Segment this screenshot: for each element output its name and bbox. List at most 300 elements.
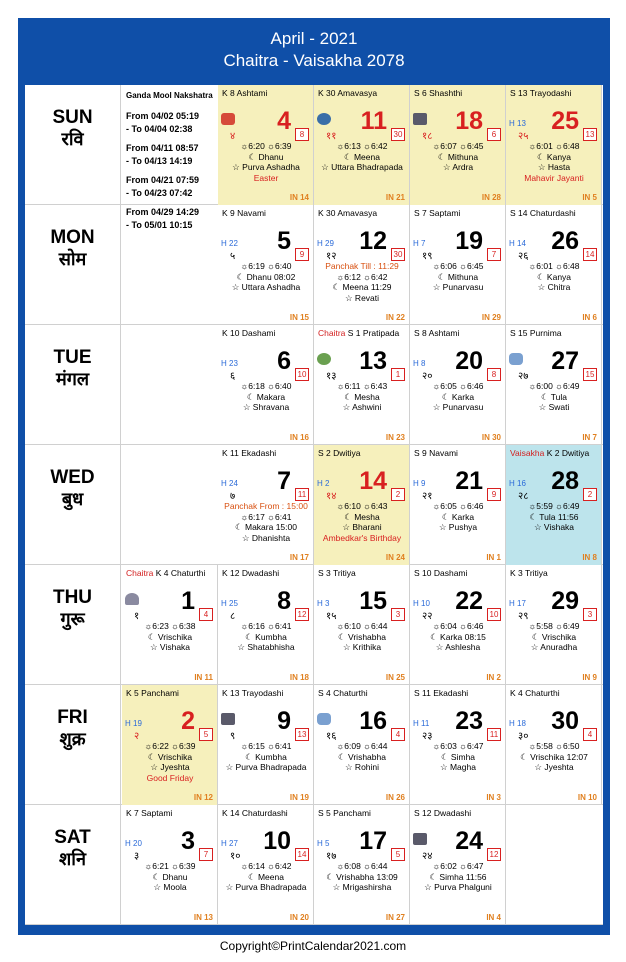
tithi-number-badge: 14 — [583, 248, 597, 261]
ganda-mool-title: Ganda Mool Nakshatra — [126, 91, 213, 100]
panchang-line: ☾ Dhanu — [152, 871, 188, 882]
date-cell-10[interactable] — [218, 805, 314, 925]
h-number: H 24 — [221, 479, 238, 488]
panchang-line: ☾ Mithuna — [437, 151, 479, 162]
indian-national-date: IN 11 — [194, 673, 213, 682]
hindi-date-number: १३ — [326, 371, 337, 382]
hindi-date-number: ११ — [326, 131, 337, 142]
day-name-fri — [25, 685, 121, 805]
date-cell-6[interactable] — [218, 325, 314, 445]
panchang-line: ☾ Vrischika — [531, 631, 577, 642]
tithi-label — [318, 688, 368, 698]
indian-national-date: IN 26 — [385, 793, 405, 802]
day-name-hi: गुरू — [60, 609, 85, 630]
indian-national-date: IN 29 — [481, 313, 501, 322]
hindi-date-number: ३ — [134, 851, 140, 862]
date-number: 5 — [277, 227, 291, 255]
panchang-line: ☾ Kanya — [536, 151, 572, 162]
tithi-text: S 4 Chaturthi — [318, 688, 368, 698]
moon-phase-icon — [317, 713, 331, 725]
panchang-line: ☆ Dhanishta — [241, 532, 291, 543]
month-title: April - 2021 — [270, 29, 358, 48]
panchang-line: ☼5:59 ☼6:49 — [528, 501, 580, 511]
h-number: H 25 — [221, 599, 238, 608]
date-number: 21 — [455, 467, 483, 495]
date-cell-3[interactable] — [122, 805, 218, 925]
ganda-mool-panel — [122, 85, 218, 325]
panchang-line: ☼6:23 ☼6:38 — [144, 621, 196, 631]
date-number: 6 — [277, 347, 291, 375]
hindi-date-number: १५ — [326, 611, 337, 622]
date-number: 16 — [359, 707, 387, 735]
indian-national-date: IN 19 — [289, 793, 309, 802]
indian-national-date: IN 16 — [289, 433, 309, 442]
panchang-info — [218, 261, 314, 293]
tithi-label — [222, 688, 283, 698]
panchang-line: ☆ Pushya — [438, 522, 478, 532]
panchang-line: ☾ Mithuna — [437, 271, 479, 282]
date-cell-13[interactable] — [314, 325, 410, 445]
panchang-line: Panchak From : 15:00 — [224, 501, 308, 511]
panchang-line: ☆ Ashwini — [342, 402, 382, 412]
date-cell-12[interactable] — [314, 205, 410, 325]
week-row-tue — [25, 325, 603, 445]
panchang-line: ☆ Chitra — [537, 282, 571, 292]
h-number: H 14 — [509, 239, 526, 248]
festival-label: Mahavir Jayanti — [524, 172, 584, 183]
date-number: 26 — [551, 227, 579, 255]
hindi-date-number: २८ — [518, 491, 529, 502]
panchang-line: ☆ Anuradha — [530, 642, 578, 652]
date-cell-14[interactable] — [314, 445, 410, 565]
hindi-date-number: १ — [134, 611, 140, 622]
date-number: 14 — [359, 467, 387, 495]
indian-national-date: IN 1 — [486, 553, 501, 562]
date-cell-2[interactable] — [122, 685, 218, 805]
tithi-number-badge: 8 — [487, 368, 501, 381]
tithi-number-badge: 10 — [487, 608, 501, 621]
tithi-number-badge: 4 — [391, 728, 405, 741]
date-cell-8[interactable] — [218, 565, 314, 685]
date-number: 15 — [359, 587, 387, 615]
tithi-label — [318, 808, 371, 818]
tithi-label — [414, 328, 459, 338]
indian-national-date: IN 25 — [385, 673, 405, 682]
panchang-line: ☼6:19 ☼6:40 — [240, 261, 292, 271]
moon-phase-icon — [509, 353, 523, 365]
tithi-label — [414, 88, 462, 98]
indian-national-date: IN 6 — [582, 313, 597, 322]
panchang-line: ☼6:01 ☼6:48 — [528, 141, 580, 151]
date-number: 7 — [277, 467, 291, 495]
hindi-date-number: १९ — [422, 251, 433, 262]
tithi-text: S 11 Ekadashi — [414, 688, 469, 698]
date-cell-7[interactable] — [218, 445, 314, 565]
tithi-label — [126, 568, 205, 578]
panchang-info — [314, 861, 410, 893]
day-name-en: WED — [50, 467, 95, 488]
panchang-line: ☼6:20 ☼6:39 — [240, 141, 292, 151]
tithi-label — [318, 208, 377, 218]
date-cell-20[interactable] — [410, 325, 506, 445]
tithi-number-badge: 5 — [391, 848, 405, 861]
tithi-number-badge: 10 — [295, 368, 309, 381]
date-number: 25 — [551, 107, 579, 135]
panchang-line: Panchak Till : 11:29 — [325, 261, 399, 271]
tithi-text: S 9 Navami — [414, 448, 458, 458]
tithi-text: K 12 Dwadashi — [222, 568, 280, 578]
panchang-info — [410, 141, 506, 173]
panchang-line: ☼6:03 ☼6:47 — [432, 741, 484, 751]
tithi-label — [318, 448, 361, 458]
date-number: 1 — [181, 587, 195, 615]
indian-national-date: IN 28 — [481, 193, 501, 202]
day-name-hi: शुक्र — [59, 729, 86, 750]
date-number: 9 — [277, 707, 291, 735]
week-row-mon — [25, 205, 603, 325]
tithi-text: K 8 Ashtami — [222, 88, 268, 98]
tithi-number-badge: 12 — [295, 608, 309, 621]
hindi-date-number: २२ — [422, 611, 433, 622]
tithi-label — [414, 688, 468, 698]
tithi-text: K 11 Ekadashi — [222, 448, 277, 458]
date-number: 11 — [360, 107, 387, 135]
moon-phase-icon — [317, 353, 331, 365]
panchang-line: ☆ Purva Bhadrapada — [225, 762, 307, 772]
panchang-line: ☼6:05 ☼6:46 — [432, 381, 484, 391]
panchang-line: ☾ Karka 08:15 — [430, 631, 486, 642]
hindi-date-number: २७ — [518, 371, 529, 382]
hindi-date-number: १६ — [326, 731, 337, 742]
panchang-info — [122, 621, 218, 653]
panchang-line: ☆ Uttara Bhadrapada — [321, 162, 403, 172]
day-name-thu — [25, 565, 121, 685]
ganda-mool-lines — [126, 110, 218, 232]
indian-national-date: IN 22 — [385, 313, 405, 322]
h-number: H 10 — [413, 599, 430, 608]
h-number: H 19 — [125, 719, 142, 728]
panchang-info — [218, 741, 314, 773]
day-name-hi: मंगल — [55, 369, 90, 390]
panchang-info — [218, 141, 314, 183]
panchang-line: ☼6:01 ☼6:48 — [528, 261, 580, 271]
indian-national-date: IN 15 — [289, 313, 309, 322]
week-row-sun — [25, 85, 603, 205]
panchang-info — [314, 261, 410, 303]
tithi-text: S 10 Dashami — [414, 568, 468, 578]
panchang-line: ☾ Mesha — [344, 511, 380, 522]
date-cell-18[interactable] — [410, 85, 506, 205]
indian-national-date: IN 5 — [582, 193, 597, 202]
panchang-info — [506, 381, 602, 413]
h-number: H 16 — [509, 479, 526, 488]
tithi-text: K 7 Saptami — [126, 808, 173, 818]
date-cell-4[interactable] — [218, 85, 314, 205]
panchang-line: ☾ Kanya — [536, 271, 572, 282]
date-cell-25[interactable] — [506, 85, 602, 205]
panchang-info — [410, 861, 506, 893]
panchang-line: ☆ Hasta — [537, 162, 571, 172]
hindi-date-number: २५ — [518, 131, 529, 142]
panchang-line: ☆ Vishaka — [533, 522, 575, 532]
panchang-info — [122, 861, 218, 893]
panchang-line: ☼5:58 ☼6:49 — [528, 621, 580, 631]
tithi-label — [222, 448, 276, 458]
panchang-line: ☼6:02 ☼6:47 — [432, 861, 484, 871]
tithi-label — [222, 808, 288, 818]
date-number: 18 — [455, 107, 483, 135]
tithi-number-badge: 30 — [391, 128, 405, 141]
panchang-line: ☾ Meena 11:29 — [332, 282, 392, 292]
panchang-line: ☆ Jyeshta — [534, 762, 574, 772]
panchang-line: ☆ Purva Ashadha — [232, 162, 300, 172]
panchang-line: ☆ Shravana — [242, 402, 290, 412]
date-number: 28 — [551, 467, 579, 495]
indian-national-date: IN 24 — [385, 553, 405, 562]
panchang-line: ☾ Vrishabha — [338, 631, 386, 642]
day-name-sat — [25, 805, 121, 925]
date-cell-15[interactable] — [314, 565, 410, 685]
day-name-wed — [25, 445, 121, 565]
panchang-info — [218, 381, 314, 413]
tithi-label — [510, 208, 576, 218]
date-cell-17[interactable] — [314, 805, 410, 925]
panchang-line: ☼6:05 ☼6:46 — [432, 501, 484, 511]
moon-phase-icon — [221, 113, 235, 125]
date-number: 17 — [359, 827, 387, 855]
h-number: H 22 — [221, 239, 238, 248]
panchang-info — [410, 381, 506, 413]
copyright-text: Copyright©PrintCalendar2021.com — [219, 939, 407, 953]
moon-phase-icon — [317, 113, 331, 125]
panchang-line: ☾ Simha — [440, 751, 476, 762]
panchang-line: ☆ Mrigashirsha — [332, 882, 392, 892]
h-number: H 20 — [125, 839, 142, 848]
h-number: H 27 — [221, 839, 238, 848]
tithi-number-badge: 12 — [487, 848, 501, 861]
tithi-number-badge: 5 — [199, 728, 213, 741]
tithi-number-badge: 4 — [583, 728, 597, 741]
panchang-line: ☆ Purva Phalguni — [424, 882, 492, 892]
indian-national-date: IN 4 — [486, 913, 501, 922]
hindi-date-number: २३ — [422, 731, 433, 742]
calendar-header — [18, 18, 610, 82]
panchang-line: ☾ Vrishabha 13:09 — [326, 871, 398, 882]
panchang-line: ☆ Purva Bhadrapada — [225, 882, 307, 892]
date-cell-28[interactable] — [506, 445, 602, 565]
tithi-text: K 14 Chaturdashi — [222, 808, 288, 818]
tithi-text: S 13 Trayodashi — [510, 88, 572, 98]
panchang-line: ☼5:58 ☼6:50 — [528, 741, 580, 751]
panchang-line: ☆ Punarvasu — [432, 282, 484, 292]
tithi-number-badge: 11 — [295, 488, 309, 501]
date-cell-16[interactable] — [314, 685, 410, 805]
tithi-label — [510, 448, 589, 458]
tithi-label — [414, 808, 471, 818]
tithi-text: S 8 Ashtami — [414, 328, 460, 338]
date-cell-1[interactable] — [122, 565, 218, 685]
h-number: H 3 — [317, 599, 330, 608]
tithi-number-badge: 8 — [295, 128, 309, 141]
date-number: 20 — [455, 347, 483, 375]
hindi-date-number: ८ — [230, 611, 236, 622]
tithi-number-badge: 14 — [295, 848, 309, 861]
tithi-number-badge: 3 — [391, 608, 405, 621]
panchang-line: ☼6:12 ☼6:42 — [336, 271, 388, 282]
hindu-month-label: Chaitra — [126, 568, 154, 578]
panchang-line: ☾ Karka — [441, 511, 475, 522]
hindi-date-number: १२ — [326, 251, 337, 262]
date-cell-30[interactable] — [506, 685, 602, 805]
tithi-number-badge: 30 — [391, 248, 405, 261]
tithi-number-badge: 13 — [583, 128, 597, 141]
panchang-line: ☆ Moola — [153, 882, 187, 892]
date-number: 23 — [455, 707, 483, 735]
panchang-line: ☆ Revati — [344, 292, 380, 303]
date-cell-24[interactable] — [410, 805, 506, 925]
panchang-info — [314, 141, 410, 173]
moon-phase-icon — [413, 113, 427, 125]
tithi-label — [222, 568, 279, 578]
tithi-text: S 1 Pratipada — [347, 328, 400, 338]
panchang-line: ☆ Uttara Ashadha — [231, 282, 301, 292]
hindi-date-number: १० — [230, 851, 241, 862]
panchang-line: ☾ Meena — [344, 151, 380, 162]
hindu-month-label: Vaisakha — [510, 448, 545, 458]
tithi-number-badge: 7 — [487, 248, 501, 261]
date-cell-9[interactable] — [218, 685, 314, 805]
indian-national-date: IN 17 — [289, 553, 309, 562]
panchang-line: ☾ Dhanu — [248, 151, 284, 162]
indian-national-date: IN 3 — [486, 793, 501, 802]
tithi-label — [510, 568, 548, 578]
tithi-text: S 5 Panchami — [318, 808, 371, 818]
panchang-info — [506, 741, 602, 773]
week-row-sat — [25, 805, 603, 925]
indian-national-date: IN 2 — [486, 673, 501, 682]
date-number: 2 — [181, 707, 195, 735]
panchang-line: ☼6:11 ☼6:43 — [336, 381, 388, 391]
tithi-text: K 9 Navami — [222, 208, 266, 218]
indian-national-date: IN 9 — [582, 673, 597, 682]
day-name-hi: सोम — [58, 249, 87, 270]
indian-national-date: IN 30 — [481, 433, 501, 442]
tithi-text: S 12 Dwadashi — [414, 808, 472, 818]
date-cell-29[interactable] — [506, 565, 602, 685]
date-cell-27[interactable] — [506, 325, 602, 445]
date-number: 4 — [277, 107, 291, 135]
hindi-date-number: १४ — [326, 491, 337, 502]
hindi-date-number: २६ — [518, 251, 529, 262]
tithi-label — [222, 208, 266, 218]
tithi-number-badge: 2 — [583, 488, 597, 501]
date-number: 30 — [551, 707, 579, 735]
panchang-line: ☾ Kumbha — [245, 751, 287, 762]
date-cell-22[interactable] — [410, 565, 506, 685]
tithi-number-badge: 4 — [199, 608, 213, 621]
ganda-mool-line: - To 04/23 07:42 — [126, 188, 193, 198]
date-number: 3 — [181, 827, 195, 855]
panchang-info — [506, 501, 602, 533]
tithi-text: K 30 Amavasya — [318, 88, 378, 98]
moon-phase-icon — [125, 593, 139, 605]
panchang-line: ☾ Vrishabha — [338, 751, 386, 762]
tithi-label — [126, 688, 179, 698]
date-cell-5[interactable] — [218, 205, 314, 325]
tithi-text: K 30 Amavasya — [318, 208, 378, 218]
ganda-mool-line: From 04/29 14:29 — [126, 207, 200, 217]
panchang-line: ☼6:09 ☼6:44 — [336, 741, 388, 751]
panchang-line: ☆ Swati — [538, 402, 570, 412]
panchang-line: ☾ Simha 11:56 — [429, 871, 487, 882]
panchang-line: ☼6:17 ☼6:41 — [240, 511, 292, 522]
tithi-label — [222, 88, 267, 98]
panchang-line: ☾ Makara — [246, 391, 286, 402]
hindi-date-number: ३० — [518, 731, 529, 742]
week-row-thu — [25, 565, 603, 685]
tithi-text: K 5 Panchami — [126, 688, 179, 698]
tithi-text: S 2 Dwitiya — [318, 448, 361, 458]
panchang-line: ☼6:15 ☼6:41 — [240, 741, 292, 751]
indian-national-date: IN 8 — [582, 553, 597, 562]
day-name-sun — [25, 85, 121, 205]
ganda-mool-line: - To 05/01 10:15 — [126, 220, 193, 230]
day-name-hi: बुध — [61, 489, 84, 510]
panchang-line: ☾ Tula 11:56 — [529, 511, 579, 522]
tithi-text: K 4 Chaturthi — [155, 568, 206, 578]
tithi-text: K 4 Chaturthi — [510, 688, 560, 698]
h-number: H 2 — [317, 479, 330, 488]
tithi-label — [414, 208, 460, 218]
tithi-number-badge: 2 — [391, 488, 405, 501]
panchang-info — [314, 381, 410, 413]
tithi-number-badge: 9 — [487, 488, 501, 501]
day-name-en: MON — [50, 227, 95, 248]
hindi-date-number: ५ — [230, 251, 236, 262]
panchang-line: ☆ Ashlesha — [435, 642, 481, 652]
date-cell-19[interactable] — [410, 205, 506, 325]
ganda-mool-line: From 04/21 07:59 — [126, 175, 200, 185]
panchang-line: ☼6:07 ☼6:45 — [432, 141, 484, 151]
date-cell-11[interactable] — [314, 85, 410, 205]
date-cell-26[interactable] — [506, 205, 602, 325]
hindi-date-number: १८ — [422, 131, 433, 142]
tithi-text: S 14 Chaturdashi — [510, 208, 576, 218]
date-cell-21[interactable] — [410, 445, 506, 565]
panchang-info — [122, 741, 218, 783]
panchang-line: ☆ Krithika — [342, 642, 382, 652]
panchang-line: ☼6:06 ☼6:45 — [432, 261, 484, 271]
hindi-date-number: ४ — [230, 131, 236, 142]
ganda-mool-line: From 04/02 05:19 — [126, 111, 200, 121]
panchang-line: ☼6:10 ☼6:44 — [336, 621, 388, 631]
h-number: H 18 — [509, 719, 526, 728]
date-cell-23[interactable] — [410, 685, 506, 805]
hindi-date-number: ६ — [230, 371, 236, 382]
festival-label: Easter — [253, 172, 279, 183]
tithi-label — [414, 568, 467, 578]
h-number: H 29 — [317, 239, 334, 248]
tithi-label — [126, 808, 172, 818]
tithi-text: S 6 Shashthi — [414, 88, 463, 98]
week-row-fri — [25, 685, 603, 805]
tithi-number-badge: 13 — [295, 728, 309, 741]
tithi-text: K 3 Tritiya — [510, 568, 548, 578]
date-number: 29 — [551, 587, 579, 615]
festival-label: Good Friday — [146, 772, 194, 783]
indian-national-date: IN 13 — [193, 913, 213, 922]
panchang-info — [314, 741, 410, 773]
